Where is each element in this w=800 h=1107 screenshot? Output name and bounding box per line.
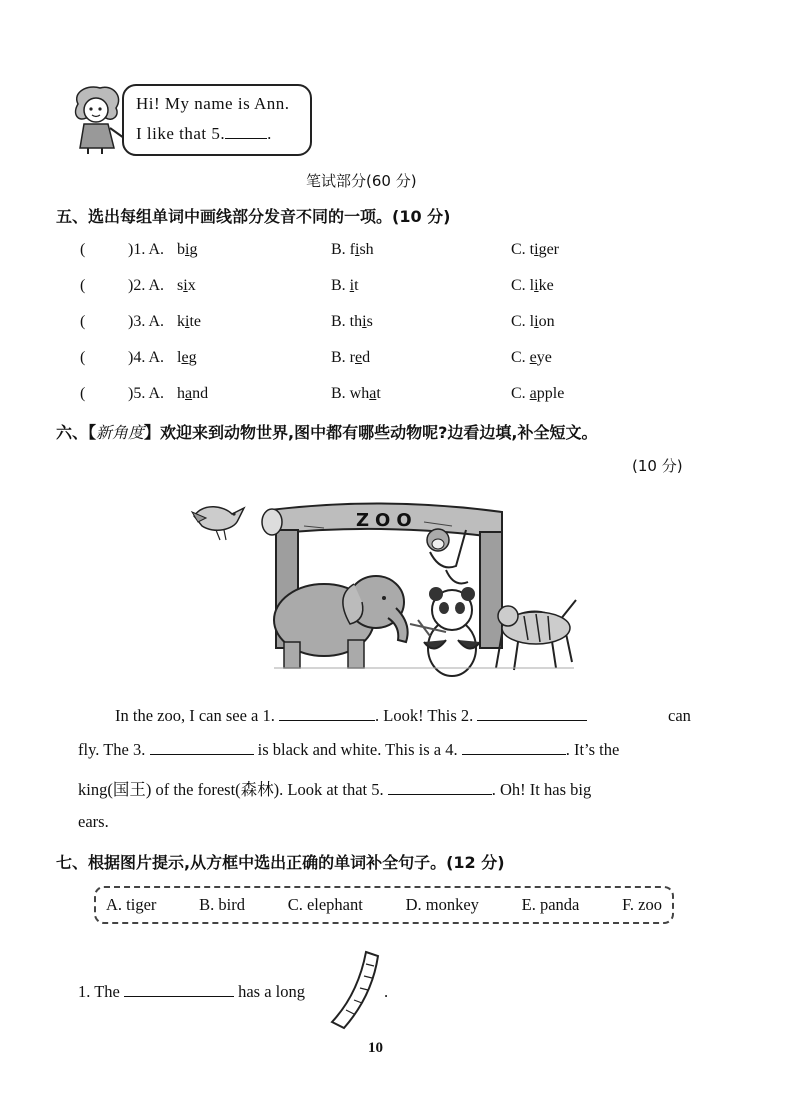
panda-drawing	[410, 587, 480, 676]
option-a-word: big	[177, 241, 198, 258]
girl-illustration	[66, 82, 128, 156]
bird-drawing	[192, 507, 244, 540]
question-number: )1. A.	[128, 241, 164, 258]
option-d: D. monkey	[405, 895, 479, 914]
option-a-word: six	[177, 277, 196, 294]
new-angle-tag: 新角度	[96, 423, 145, 442]
page-number: 10	[368, 1040, 383, 1056]
blank-3[interactable]	[150, 740, 254, 755]
option-a-word: hand	[177, 385, 209, 402]
q1-end: .	[384, 982, 389, 1001]
option-b-word: B. fish	[331, 241, 374, 258]
q1-blank[interactable]	[124, 982, 234, 997]
word-box	[94, 886, 674, 924]
answer-paren-open: (	[80, 241, 86, 258]
option-b-word: B. this	[331, 313, 373, 330]
section6-title: 六、【新角度】欢迎来到动物世界,图中都有哪些动物呢?边看边填,补全短文。	[56, 423, 598, 442]
blank-5[interactable]	[388, 780, 492, 795]
question-number: )5. A.	[128, 385, 164, 402]
answer-paren-open: (	[80, 385, 86, 402]
blank-2[interactable]	[477, 706, 587, 721]
answer-paren-open: (	[80, 349, 86, 366]
para-line-4: ears.	[78, 812, 109, 831]
tiger-drawing	[496, 600, 576, 670]
option-e: E. panda	[521, 895, 580, 914]
answer-paren-open: (	[80, 277, 86, 294]
monkey-drawing	[427, 529, 468, 584]
para-line-1-end: can	[668, 706, 691, 725]
option-f: F. zoo	[622, 895, 662, 914]
section5-title: 五、选出每组单词中画线部分发音不同的一项。(10 分)	[56, 207, 451, 226]
answer-paren-open: (	[80, 313, 86, 330]
blank-4[interactable]	[462, 740, 566, 755]
bubble-line-1: Hi! My name is Ann.	[136, 94, 290, 113]
option-b-word: B. what	[331, 385, 381, 402]
blank-1[interactable]	[279, 706, 375, 721]
option-c-word: C. lion	[511, 313, 555, 330]
written-part-title: 笔试部分(60 分)	[306, 172, 417, 190]
option-c-word: C. apple	[511, 385, 565, 402]
option-c-word: C. tiger	[511, 241, 560, 258]
option-b-word: B. it	[331, 277, 359, 294]
section7-title: 七、根据图片提示,从方框中选出正确的单词补全句子。(12 分)	[56, 853, 505, 872]
option-b: B. bird	[199, 895, 245, 914]
option-a: A. tiger	[106, 895, 157, 914]
para-line-2: fly. The 3. is black and white. This is a 4. . It’s the	[78, 740, 620, 759]
option-c-word: C. eye	[511, 349, 552, 366]
question-number: )3. A.	[128, 313, 164, 330]
trunk-picture	[326, 948, 382, 1032]
question-number: )4. A.	[128, 349, 164, 366]
zoo-illustration	[184, 492, 584, 690]
speech-bubble	[122, 84, 312, 156]
bubble-line-2: I like that 5. .	[136, 124, 272, 143]
para-line-1: In the zoo, I can see a 1. . Look! This 2.	[115, 706, 587, 726]
question-number: )2. A.	[128, 277, 164, 294]
option-a-word: leg	[177, 349, 197, 366]
zoo-sign: ZOO	[356, 510, 418, 531]
option-c-word: C. like	[511, 277, 554, 294]
q1-sentence: 1. The has a long	[78, 982, 306, 1001]
section6-score: (10 分)	[632, 457, 683, 475]
option-c: C. elephant	[287, 895, 363, 914]
para-line-3: king(国王) of the forest(森林). Look at that 5. . Oh! It has big	[78, 780, 592, 799]
option-a-word: kite	[177, 313, 201, 330]
option-b-word: B. red	[331, 349, 371, 366]
